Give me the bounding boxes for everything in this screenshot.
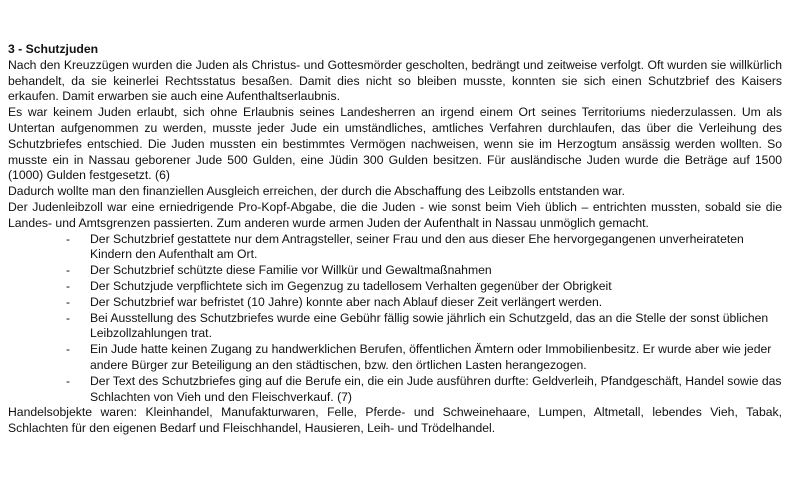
bullet-list	[8, 232, 782, 406]
paragraph-settlement-rules: Es war keinem Juden erlaubt, sich ohne Erlaubnis seines Landesherren an irgend einem Ort seines Territoriums niederzulassen. Um als Untertan aufgenommen zu werden, musste jeder Jude ein umständliches, amtliches Verfahren durchlaufen, das über die Verleihung des Schutzbriefes entschied. Die Juden mussten ein bestimmtes Vermögen nachweisen, wenn sie im Herzogtum ansässig werden wollten. So musste ein in Nassau geborener Jude 500 Gulden, eine Jüdin 300 Gulden besitzen. Für ausländische Juden wurde die Beträge auf 1500 (1000) Gulden festgesetzt. (6)	[8, 105, 782, 183]
list-item	[66, 311, 782, 343]
bullet-dash: -	[66, 263, 71, 278]
list-item	[66, 263, 782, 279]
list-item-text: Ein Jude hatte keinen Zugang zu handwerklichen Berufen, öffentlichen Ämtern oder Immobilienbesitz. Er wurde aber wie jeder andere Bürger zur Beteiligung an den städtischen, bzw. den örtlichen Lasten herangezogen.	[90, 342, 772, 372]
paragraph-intro: Nach den Kreuzzügen wurden die Juden als Christus- und Gottesmörder gescholten, bedrängt und zeitweise verfolgt. Oft wurden sie willkürlich behandelt, da sie keinerlei Rechtsstatus besaßen. Damit dies nicht so bleiben musste, konnten sie sich einen Schutzbrief des Kaisers erkaufen. Damit erwarben sie auch eine Aufenthaltserlaubnis.	[8, 57, 782, 104]
bullet-dash: -	[66, 342, 71, 357]
list-item-text: Bei Ausstellung des Schutzbriefes wurde eine Gebühr fällig sowie jährlich ein Schutzgeld, das an die Stelle der sonst üblichen Leibzollzahlungen trat.	[90, 310, 769, 341]
paragraph-compensation: Dadurch wollte man den finanziellen Ausgleich erreichen, der durch die Abschaffung des Leibzolls entstanden war.	[8, 184, 625, 199]
list-item-text: Der Schutzbrief schützte diese Familie vor Willkür und Gewaltmaßnahmen	[90, 263, 492, 278]
bullet-dash: -	[66, 231, 71, 246]
document-body	[8, 42, 782, 437]
bullet-dash: -	[66, 310, 71, 325]
list-item-text: Der Schutzjude verpflichtete sich im Gegenzug zu tadellosem Verhalten gegenüber der Obrigkeit	[90, 278, 612, 293]
bullet-dash: -	[66, 373, 71, 388]
list-item-text: Der Schutzbrief gestattete nur dem Antragsteller, seiner Frau und den aus dieser Ehe hervorgegangenen unverheirateten Kindern den Aufenthalt am Ort.	[90, 231, 744, 262]
list-item	[66, 374, 782, 406]
list-item	[66, 342, 782, 374]
list-item	[66, 232, 782, 264]
section-heading: 3 - Schutzjuden	[8, 42, 99, 56]
list-item	[66, 279, 782, 295]
list-item-text: Der Schutzbrief war befristet (10 Jahre) konnte aber nach Ablauf dieser Zeit verlängert werden.	[90, 294, 603, 309]
list-item-text: Der Text des Schutzbriefes ging auf die Berufe ein, die ein Jude ausführen durfte: Geldverleih, Pfandgeschäft, Handel sowie das Schlachten von Vieh und den Fleischverkauf. (7)	[90, 373, 782, 404]
bullet-dash: -	[66, 294, 71, 309]
bullet-dash: -	[66, 278, 71, 293]
paragraph-leibzoll: Der Judenleibzoll war eine erniedrigende Pro-Kopf-Abgabe, die die Juden - wie sonst beim Vieh üblich – entrichten mussten, sobald sie die Landes- und Amtsgrenzen passierten. Zum anderen wurde armen Juden der Aufenthalt in Nassau unmöglich gemacht.	[8, 199, 782, 230]
list-item	[66, 295, 782, 311]
paragraph-trade-objects: Handelsobjekte waren: Kleinhandel, Manufakturwaren, Felle, Pferde- und Schweinehaare, Lumpen, Altmetall, lebendes Vieh, Tabak, Schlachten für den eigenen Bedarf und Fleischhandel, Hausieren, Leih- und Trödelhandel.	[8, 405, 782, 436]
